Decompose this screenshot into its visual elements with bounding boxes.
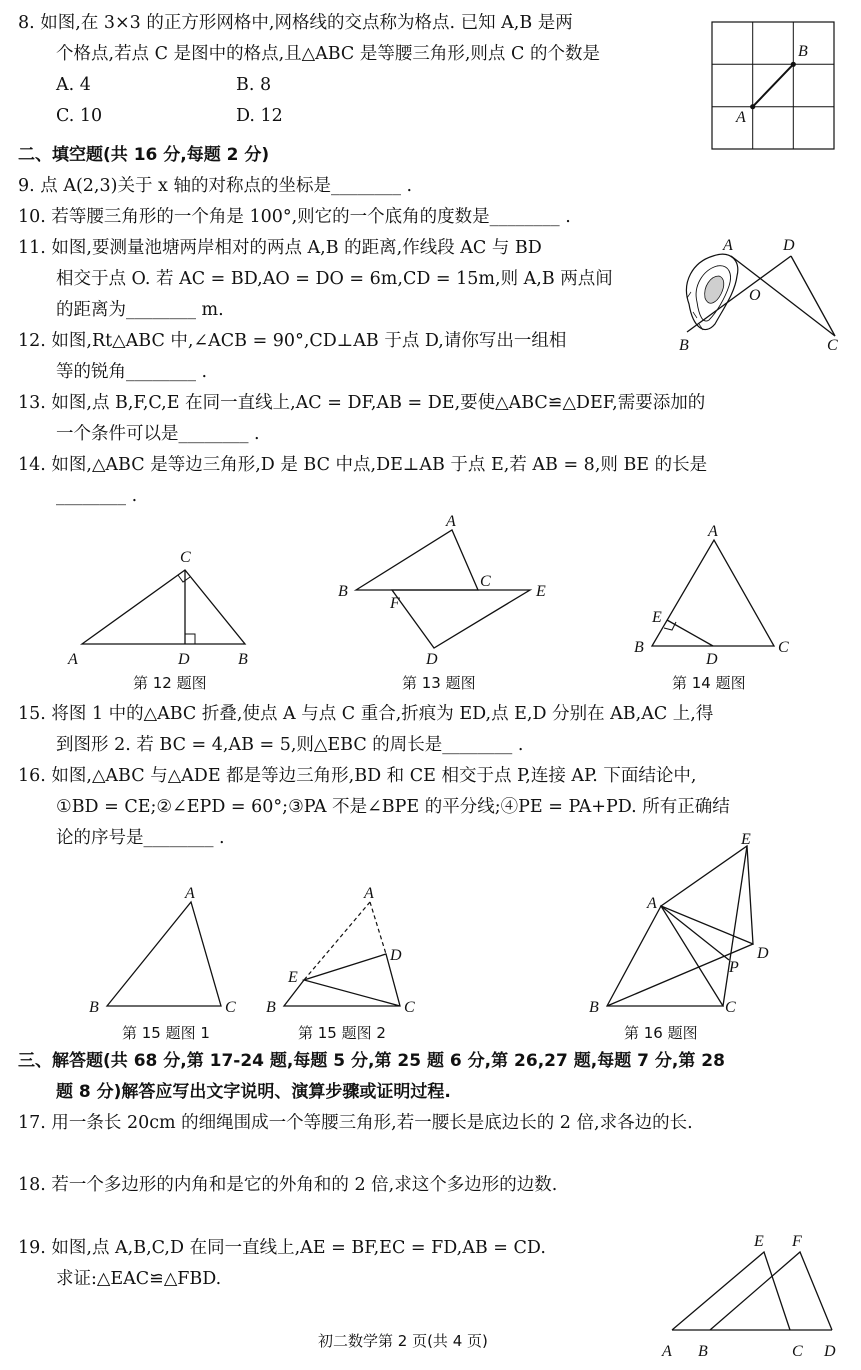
fig14-label-e: E	[652, 609, 662, 626]
fig15-2-label-d: D	[390, 947, 402, 964]
fig12-label-b: B	[238, 651, 248, 668]
q11-line2: 相交于点 O. 若 AC = BD,AO = DO = 6m,CD = 15m,则 A,B 两点间	[56, 269, 613, 289]
q11-label-o: O	[749, 287, 761, 304]
fig14-label-a: A	[708, 523, 718, 540]
fig13-label-b: B	[338, 583, 348, 600]
fig15-1	[85, 880, 245, 1020]
fig16-label-b: B	[589, 999, 599, 1016]
fig14	[630, 518, 800, 668]
fig13-label-c: C	[480, 573, 491, 590]
grid-label-a: A	[736, 109, 746, 126]
fig14-label-d: D	[706, 651, 718, 668]
q18: 18. 若一个多边形的内角和是它的外角和的 2 倍,求这个多边形的边数.	[18, 1175, 558, 1195]
page-footer: 初二数学第 2 页(共 4 页)	[318, 1332, 488, 1350]
fig19-label-e: E	[754, 1233, 764, 1250]
q19-line2: 求证:△EAC≌△FBD.	[56, 1269, 222, 1289]
q12-line2: 等的锐角________ .	[56, 362, 208, 382]
fig19-label-c: C	[792, 1343, 803, 1360]
q10: 10. 若等腰三角形的一个角是 100°,则它的一个底角的度数是________ .	[18, 207, 571, 227]
q11-line3: 的距离为________ m.	[56, 300, 224, 320]
q14-line2: ________ .	[56, 486, 138, 506]
fig13-caption: 第 13 题图	[402, 674, 476, 692]
fig14-caption: 第 14 题图	[672, 674, 746, 692]
q13-line2: 一个条件可以是________ .	[56, 424, 260, 444]
fig16-label-d: D	[757, 945, 769, 962]
q8-option-d: D. 12	[236, 106, 283, 126]
q16-line2: ①BD = CE;②∠EPD = 60°;③PA 不是∠BPE 的平分线;④PE = PA+PD. 所有正确结	[56, 797, 730, 817]
fig16-label-e: E	[741, 831, 751, 848]
fig15-1-caption: 第 15 题图 1	[122, 1024, 210, 1042]
fig14-label-c: C	[778, 639, 789, 656]
fig14-label-b: B	[634, 639, 644, 656]
q13-line1: 13. 如图,点 B,F,C,E 在同一直线上,AC = DF,AB = DE,要使△ABC≌△DEF,需要添加的	[18, 393, 706, 413]
fig13-label-d: D	[426, 651, 438, 668]
fig19-label-f: F	[792, 1233, 802, 1250]
q19-line1: 19. 如图,点 A,B,C,D 在同一直线上,AE = BF,EC = FD,AB = CD.	[18, 1238, 546, 1258]
grid-label-b: B	[798, 43, 808, 60]
section2-heading: 二、填空题(共 16 分,每题 2 分)	[18, 145, 270, 165]
fig19-label-d: D	[824, 1343, 836, 1360]
q11-line1: 11. 如图,要测量池塘两岸相对的两点 A,B 的距离,作线段 AC 与 BD	[18, 238, 542, 258]
fig16	[585, 828, 785, 1023]
fig12	[60, 540, 270, 670]
fig13-label-a: A	[446, 513, 456, 530]
fig16-label-c: C	[725, 999, 736, 1016]
fig16-label-p: P	[729, 959, 739, 976]
q11-label-c: C	[827, 337, 838, 354]
fig16-caption: 第 16 题图	[624, 1024, 698, 1042]
section3-heading-line1: 三、解答题(共 68 分,第 17-24 题,每题 5 分,第 25 题 6 分,第 26,27 题,每题 7 分,第 28	[18, 1051, 725, 1071]
q14-line1: 14. 如图,△ABC 是等边三角形,D 是 BC 中点,DE⊥AB 于点 E,若 AB = 8,则 BE 的长是	[18, 455, 708, 475]
q8-option-a: A. 4	[56, 75, 91, 95]
fig15-1-label-b: B	[89, 999, 99, 1016]
fig12-label-a: A	[68, 651, 78, 668]
q11-label-b: B	[679, 337, 689, 354]
q8-option-c: C. 10	[56, 106, 103, 126]
fig19-label-b: B	[698, 1343, 708, 1360]
fig15-2-caption: 第 15 题图 2	[298, 1024, 386, 1042]
fig15-2-label-b: B	[266, 999, 276, 1016]
fig19	[652, 1230, 847, 1365]
fig13-label-e: E	[536, 583, 546, 600]
fig15-2	[262, 880, 422, 1020]
q16-line1: 16. 如图,△ABC 与△ADE 都是等边三角形,BD 和 CE 相交于点 P,连接 AP. 下面结论中,	[18, 766, 697, 786]
q11-label-d: D	[783, 237, 795, 254]
fig13	[330, 508, 560, 668]
q8-option-b: B. 8	[236, 75, 272, 95]
fig15-2-label-a: A	[364, 885, 374, 902]
q11-label-a: A	[723, 237, 733, 254]
section3-heading-line2: 题 8 分)解答应写出文字说明、演算步骤或证明过程.	[56, 1082, 451, 1102]
fig16-label-a: A	[647, 895, 657, 912]
q8-grid-figure	[708, 18, 838, 153]
fig15-1-label-c: C	[225, 999, 236, 1016]
fig13-label-f: F	[390, 595, 400, 612]
fig19-label-a: A	[662, 1343, 672, 1360]
q9: 9. 点 A(2,3)关于 x 轴的对称点的坐标是________ .	[18, 176, 413, 196]
q17: 17. 用一条长 20cm 的细绳围成一个等腰三角形,若一腰长是底边长的 2 倍,求各边的长.	[18, 1113, 693, 1133]
fig15-2-label-c: C	[404, 999, 415, 1016]
q8-line2: 个格点,若点 C 是图中的格点,且△ABC 是等腰三角形,则点 C 的个数是	[56, 44, 600, 64]
q15-line2: 到图形 2. 若 BC = 4,AB = 5,则△EBC 的周长是________ .	[56, 735, 524, 755]
q8-line1: 8. 如图,在 3×3 的正方形网格中,网格线的交点称为格点. 已知 A,B 是两	[18, 13, 573, 33]
q15-line1: 15. 将图 1 中的△ABC 折叠,使点 A 与点 C 重合,折痕为 ED,点 E,D 分别在 AB,AC 上,得	[18, 704, 714, 724]
fig15-1-label-a: A	[185, 885, 195, 902]
q12-line1: 12. 如图,Rt△ABC 中,∠ACB = 90°,CD⊥AB 于点 D,请你写出一组相	[18, 331, 567, 351]
q11-pond-figure	[675, 232, 845, 357]
fig15-2-label-e: E	[288, 969, 298, 986]
fig12-caption: 第 12 题图	[133, 674, 207, 692]
fig12-label-c: C	[180, 549, 191, 566]
q16-line3: 论的序号是________ .	[56, 828, 225, 848]
fig12-label-d: D	[178, 651, 190, 668]
